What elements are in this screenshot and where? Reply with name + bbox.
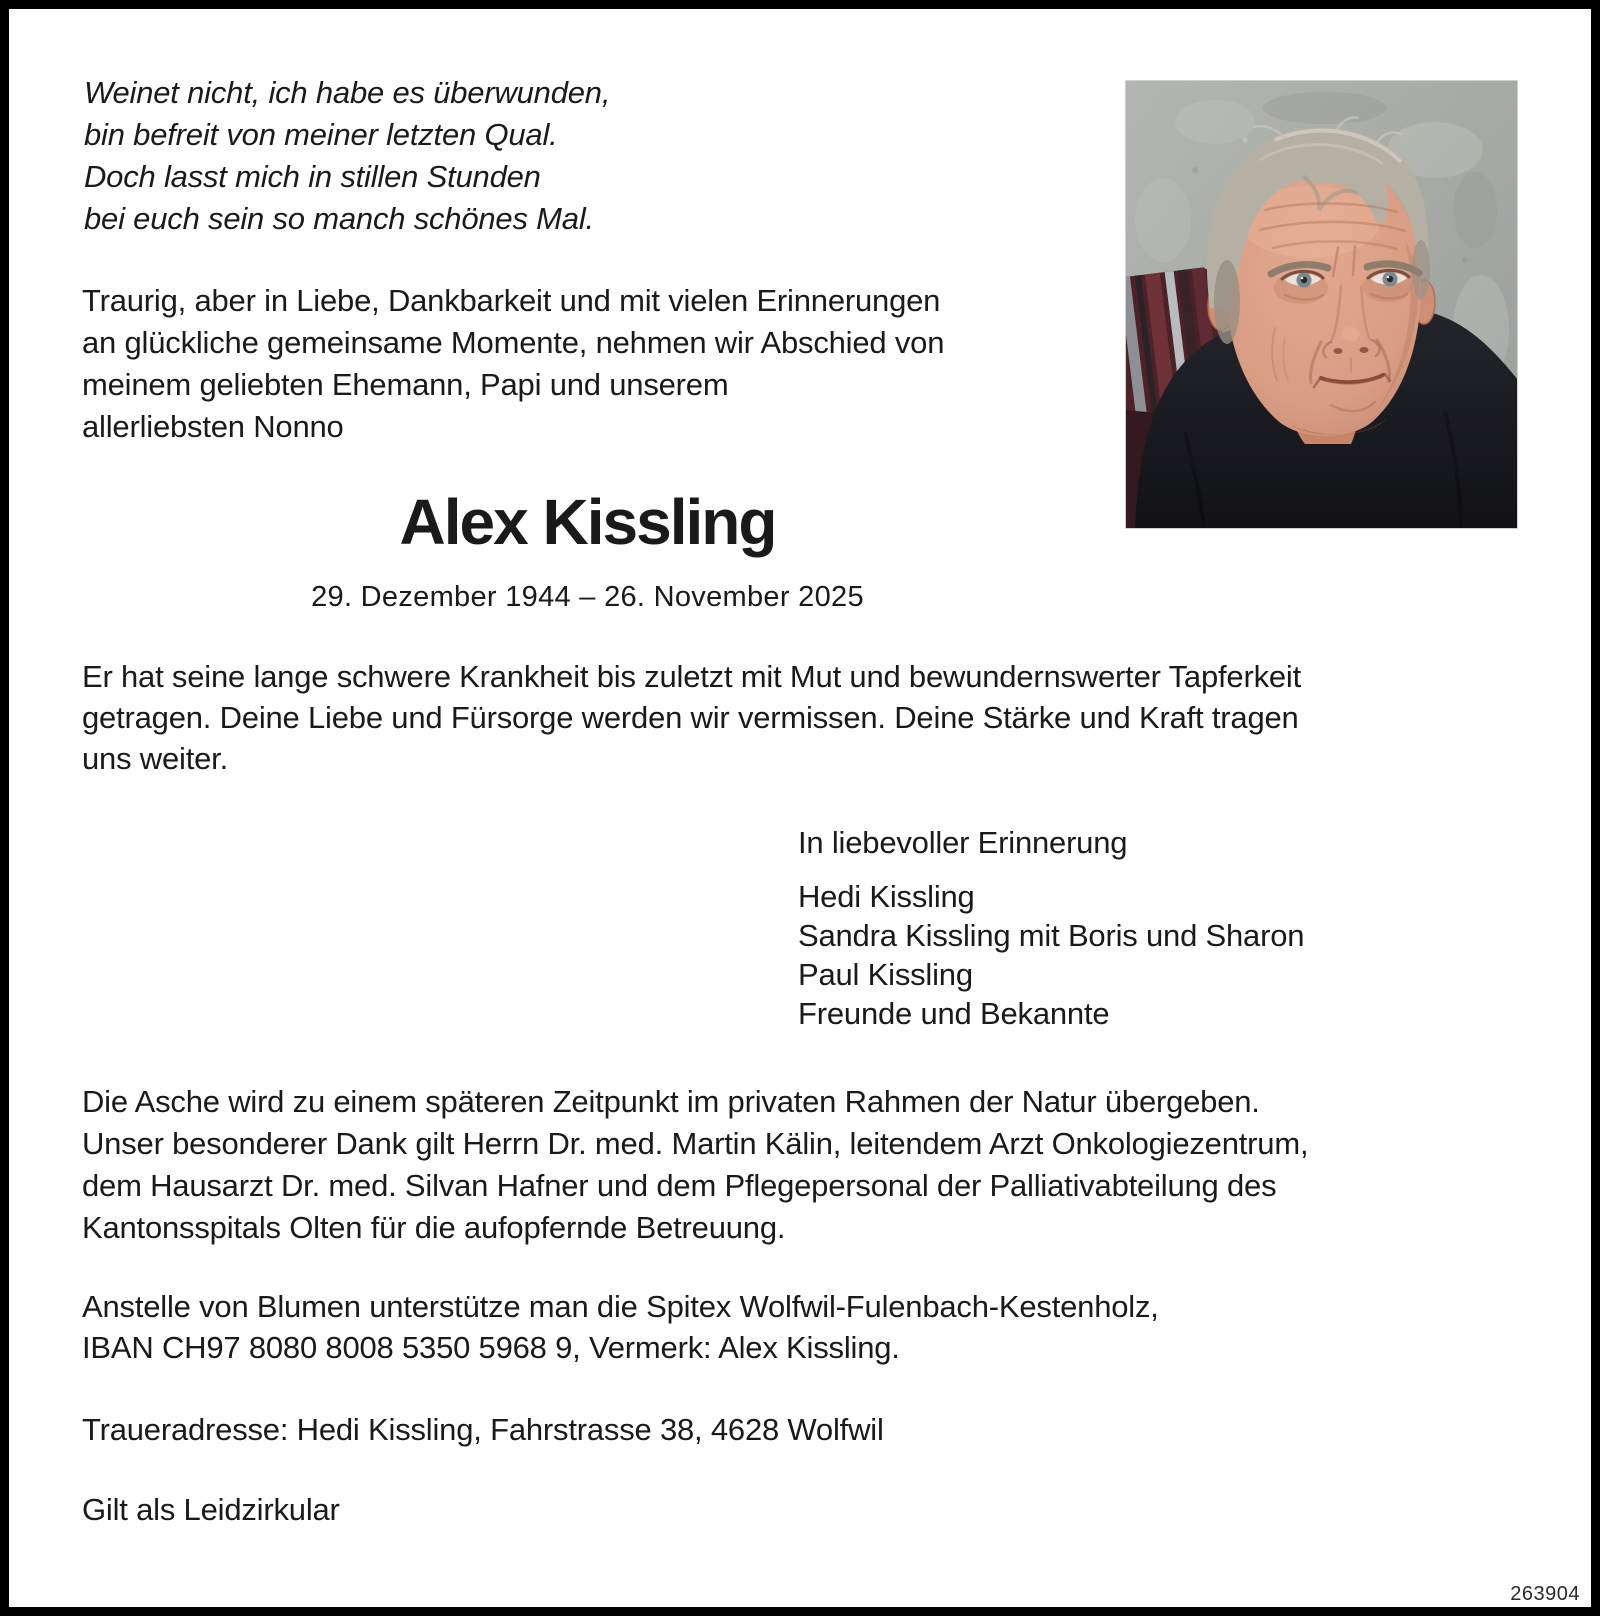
mourner-name: Freunde und Bekannte bbox=[798, 996, 1110, 1031]
deceased-name: Alex Kissling bbox=[399, 486, 776, 558]
intro-line: meinem geliebten Ehemann, Papi und unserem bbox=[82, 367, 729, 402]
funeral-arrangements-text bbox=[82, 1081, 1308, 1249]
verse-line: Doch lasst mich in stillen Stunden bbox=[84, 159, 541, 194]
donation-request-text bbox=[82, 1286, 1159, 1368]
intro-line: an glückliche gemeinsame Momente, nehmen wir Abschied von bbox=[82, 325, 945, 360]
funeral-line: Kantonsspitals Olten für die aufopfernde Betreuung. bbox=[82, 1210, 786, 1245]
verse-line: Weinet nicht, ich habe es überwunden, bbox=[84, 75, 611, 110]
funeral-line: dem Hausarzt Dr. med. Silvan Hafner und dem Pflegepersonal der Palliativabteilung des bbox=[82, 1168, 1277, 1203]
notice-number: 263904 bbox=[1510, 1583, 1580, 1605]
mourner-name: Paul Kissling bbox=[798, 957, 973, 992]
introduction-text bbox=[82, 280, 944, 448]
intro-line: allerliebsten Nonno bbox=[82, 409, 344, 444]
mourner-name: Sandra Kissling mit Boris und Sharon bbox=[798, 918, 1305, 953]
donation-line: Anstelle von Blumen unterstütze man die Spitex Wolfwil-Fulenbach-Kestenholz, bbox=[82, 1289, 1159, 1324]
tribute-line: getragen. Deine Liebe und Fürsorge werden wir vermissen. Deine Stärke und Kraft tragen bbox=[82, 700, 1299, 735]
leidzirkular-note: Gilt als Leidzirkular bbox=[82, 1492, 340, 1527]
funeral-line: Unser besonderer Dank gilt Herrn Dr. med. Martin Kälin, leitendem Arzt Onkologiezentrum, bbox=[82, 1126, 1309, 1161]
portrait-photo bbox=[1125, 80, 1518, 529]
verse-line: bei euch sein so manch schönes Mal. bbox=[84, 201, 594, 236]
intro-line: Traurig, aber in Liebe, Dankbarkeit und mit vielen Erinnerungen bbox=[82, 283, 941, 318]
donation-line: IBAN CH97 8080 8008 5350 5968 9, Vermerk: Alex Kissling. bbox=[82, 1330, 900, 1365]
mourner-name: Hedi Kissling bbox=[798, 879, 975, 914]
memorial-verse bbox=[84, 72, 610, 240]
verse-line: bin befreit von meiner letzten Qual. bbox=[84, 117, 558, 152]
tribute-line: Er hat seine lange schwere Krankheit bis zuletzt mit Mut und bewundernswerter Tapferkeit bbox=[82, 659, 1302, 694]
tribute-text bbox=[82, 656, 1301, 779]
tribute-line: uns weiter. bbox=[82, 741, 228, 776]
remembrance-heading: In liebevoller Erinnerung bbox=[798, 825, 1128, 860]
funeral-line: Die Asche wird zu einem späteren Zeitpunkt im privaten Rahmen der Natur übergeben. bbox=[82, 1084, 1260, 1119]
life-dates: 29. Dezember 1944 – 26. November 2025 bbox=[311, 581, 864, 613]
mourning-family-list bbox=[798, 877, 1304, 1033]
mourning-address: Traueradresse: Hedi Kissling, Fahrstrasse 38, 4628 Wolfwil bbox=[82, 1412, 884, 1447]
